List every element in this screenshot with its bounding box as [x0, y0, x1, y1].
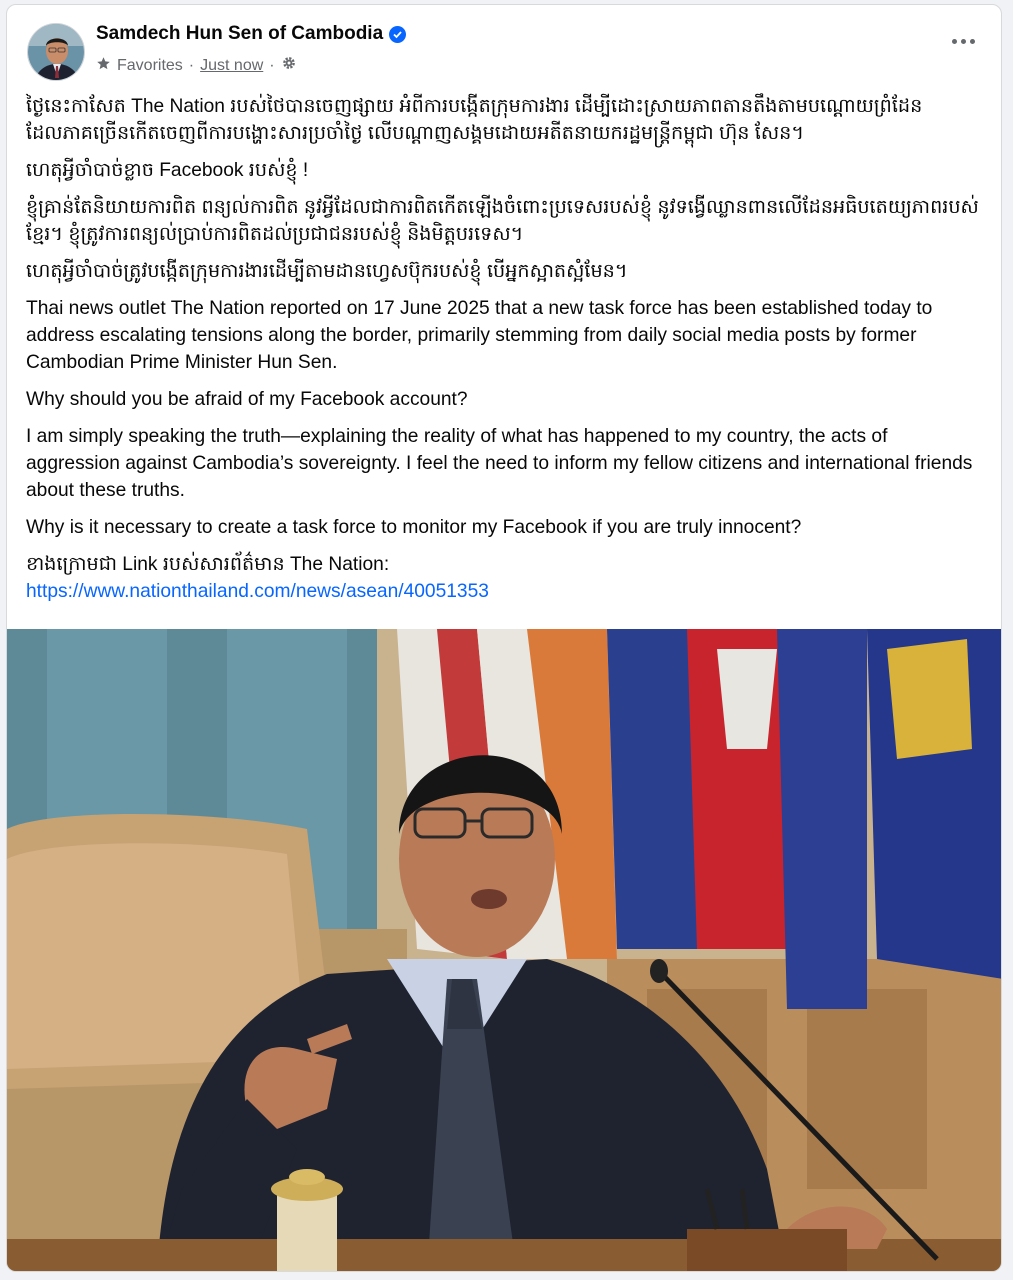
- verified-badge-icon: [389, 26, 406, 43]
- post-paragraph: ហេតុអ្វីចាំបាច់ខ្លាច Facebook របស់ខ្ញុំ !: [26, 160, 309, 181]
- news-link[interactable]: https://www.nationthailand.com/news/asean/40051353: [26, 581, 489, 602]
- post-paragraph: ខ្ញុំគ្រាន់តែនិយាយការពិត ពន្យល់ការពិត នូវអ្វីដែលជាការពិតកើតឡើងចំពោះប្រទេសរបស់ខ្ញុំ នូវទង្វើឈ្លានពានលើដែនអធិបតេយ្យភាពរបស់ខ្មែរ។ ខ្ញុំត្រូវការពន្យល់ប្រាប់ការពិតដល់ប្រជាជនរបស់ខ្ញុំ និងមិត្តបរទេស។: [26, 197, 979, 245]
- post-paragraph: ថ្ងៃនេះកាសែត The Nation របស់ថៃបានចេញផ្សាយ អំពីការបង្កើតក្រុមការងារ ដើម្បីដោះស្រាយភាពតានតឹងតាមបណ្តោយព្រំដែន ដែលភាគច្រើនកើតចេញពីការបង្ហោះសារប្រចាំថ្ងៃ លើបណ្តាញសង្គមដោយអតីតនាយករដ្ឋមន្ត្រីកម្ពុជា ហ៊ុន សែន។: [26, 96, 923, 144]
- post-paragraph: Thai news outlet The Nation reported on 17 June 2025 that a new task force has been established today to address escalating tensions along the border, primarily stemming from daily social media posts by former Cambodian Prime Minister Hun Sen.: [26, 298, 933, 373]
- gear-icon[interactable]: [281, 55, 297, 76]
- post-paragraph: ហេតុអ្វីចាំបាច់ត្រូវបង្កើតក្រុមការងារដើម្បីតាមដានហ្វេសប៊ុករបស់ខ្ញុំ បើអ្នកស្អាតស្អំមែន។: [26, 261, 628, 282]
- post-card: [6, 4, 1002, 1272]
- post-meta: Favorites · Just now ·: [96, 55, 297, 76]
- post-paragraph: I am simply speaking the truth—explaining the reality of what has happened to my country, the acts of aggression against Cambodia’s sovereignty. I feel the need to inform my fellow citizens and international friends about these truths.: [26, 426, 973, 501]
- post-paragraph: Why should you be afraid of my Facebook account?: [26, 389, 468, 410]
- author-name[interactable]: Samdech Hun Sen of Cambodia: [96, 23, 384, 44]
- more-options-icon[interactable]: [952, 39, 975, 44]
- post-paragraph: Why is it necessary to create a task force to monitor my Facebook if you are truly innocent?: [26, 517, 802, 538]
- post-photo[interactable]: [7, 629, 1002, 1272]
- author-name-row: [96, 23, 406, 45]
- post-body: [26, 93, 986, 605]
- post-paragraph: ខាងក្រោមជា Link របស់សារព័ត៌មាន The Nation:: [26, 554, 390, 575]
- author-avatar[interactable]: [27, 23, 85, 81]
- star-icon: [96, 56, 111, 76]
- audience-label: Favorites: [117, 56, 183, 74]
- post-timestamp[interactable]: Just now: [200, 56, 264, 74]
- post-header: [7, 5, 1001, 89]
